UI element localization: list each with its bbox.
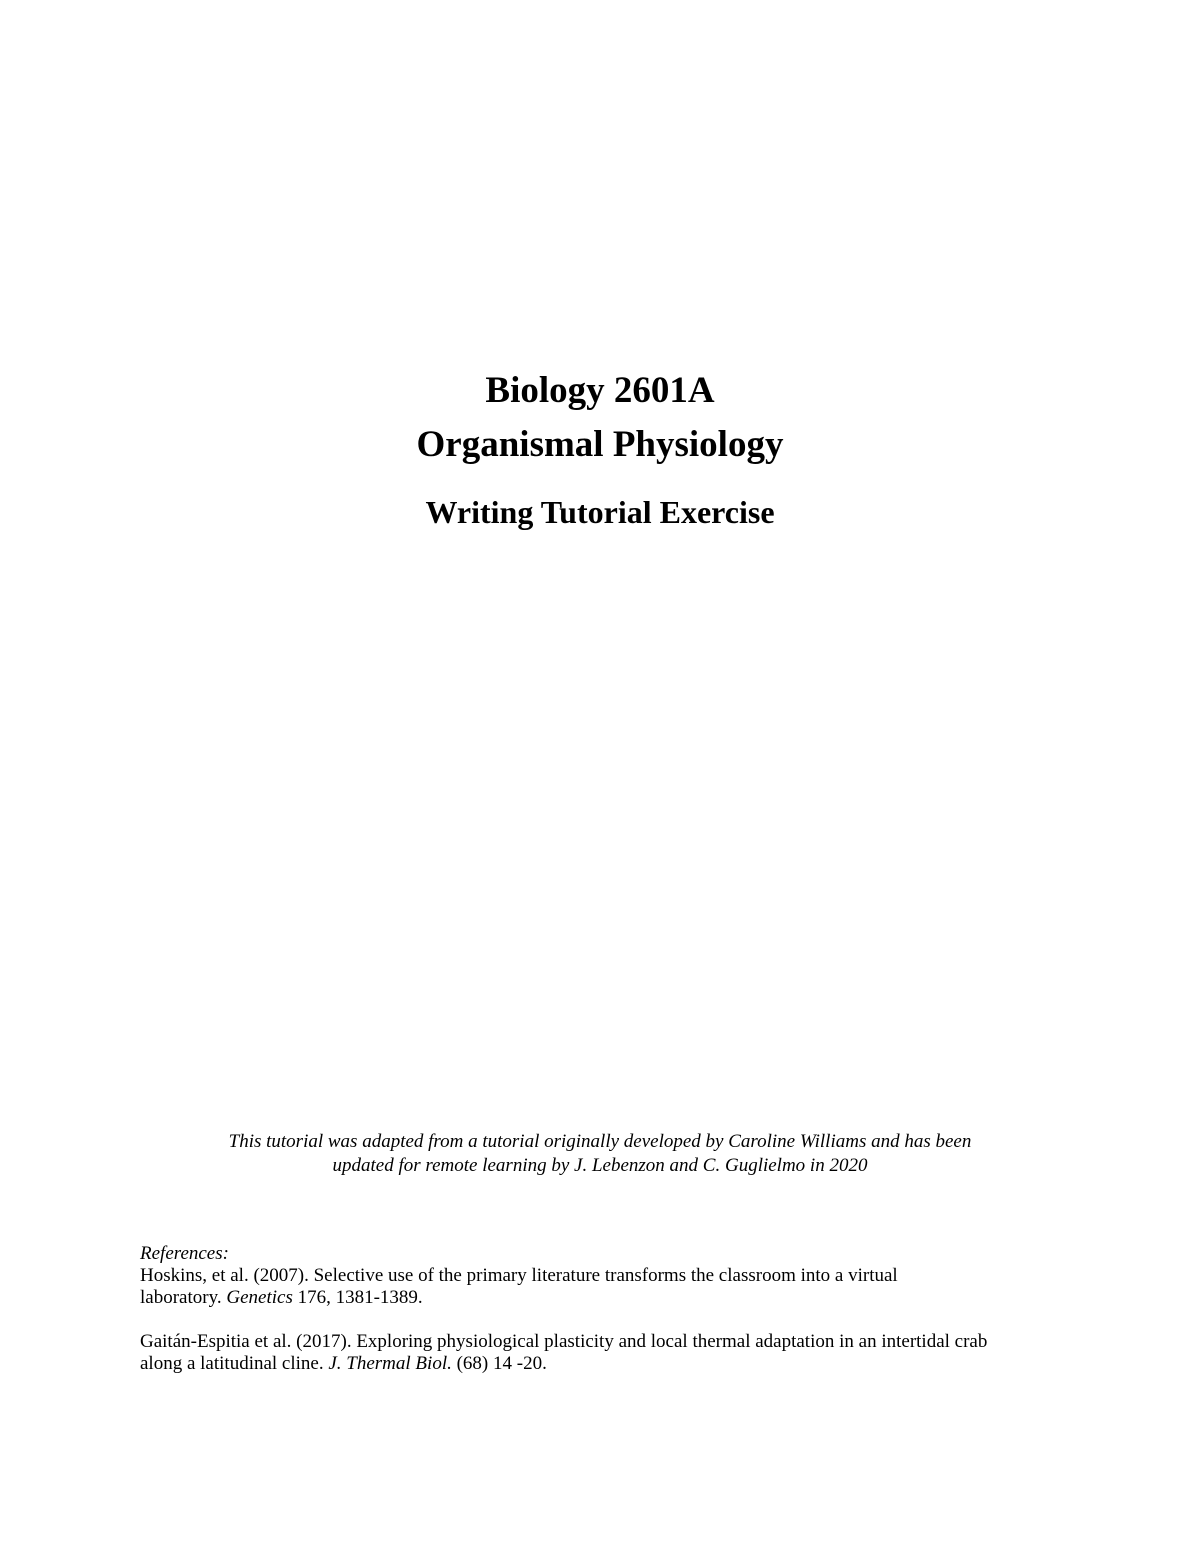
reference-text: along a latitudinal cline. [140,1353,329,1374]
reference-line-2 [140,1287,1060,1309]
course-code-title: Biology 2601A [485,370,715,411]
reference-entry [140,1331,1060,1375]
reference-journal: J. Thermal Biol. [328,1353,452,1374]
reference-volume-pages: 176, 1381-1389. [292,1287,423,1308]
credit-note [0,1130,1200,1178]
references-section [140,1243,1060,1375]
reference-entry [140,1265,1060,1309]
reference-volume-pages: (68) 14 -20. [451,1353,547,1374]
credit-line-1: This tutorial was adapted from a tutorial originally developed by Caroline Williams and has been [228,1131,972,1152]
references-heading: References: [140,1243,229,1264]
reference-line-1: Gaitán-Espitia et al. (2017). Exploring physiological plasticity and local thermal adaptation in an intertidal crab [140,1331,988,1352]
reference-line-2 [140,1353,1060,1375]
course-name-title: Organismal Physiology [416,424,784,465]
reference-journal: Genetics [226,1287,293,1308]
reference-text: laboratory. [140,1287,227,1308]
document-subtitle: Writing Tutorial Exercise [425,494,775,530]
reference-line-1: Hoskins, et al. (2007). Selective use of the primary literature transforms the classroom into a virtual [140,1265,898,1286]
credit-line-2: updated for remote learning by J. Lebenzon and C. Guglielmo in 2020 [332,1155,868,1176]
